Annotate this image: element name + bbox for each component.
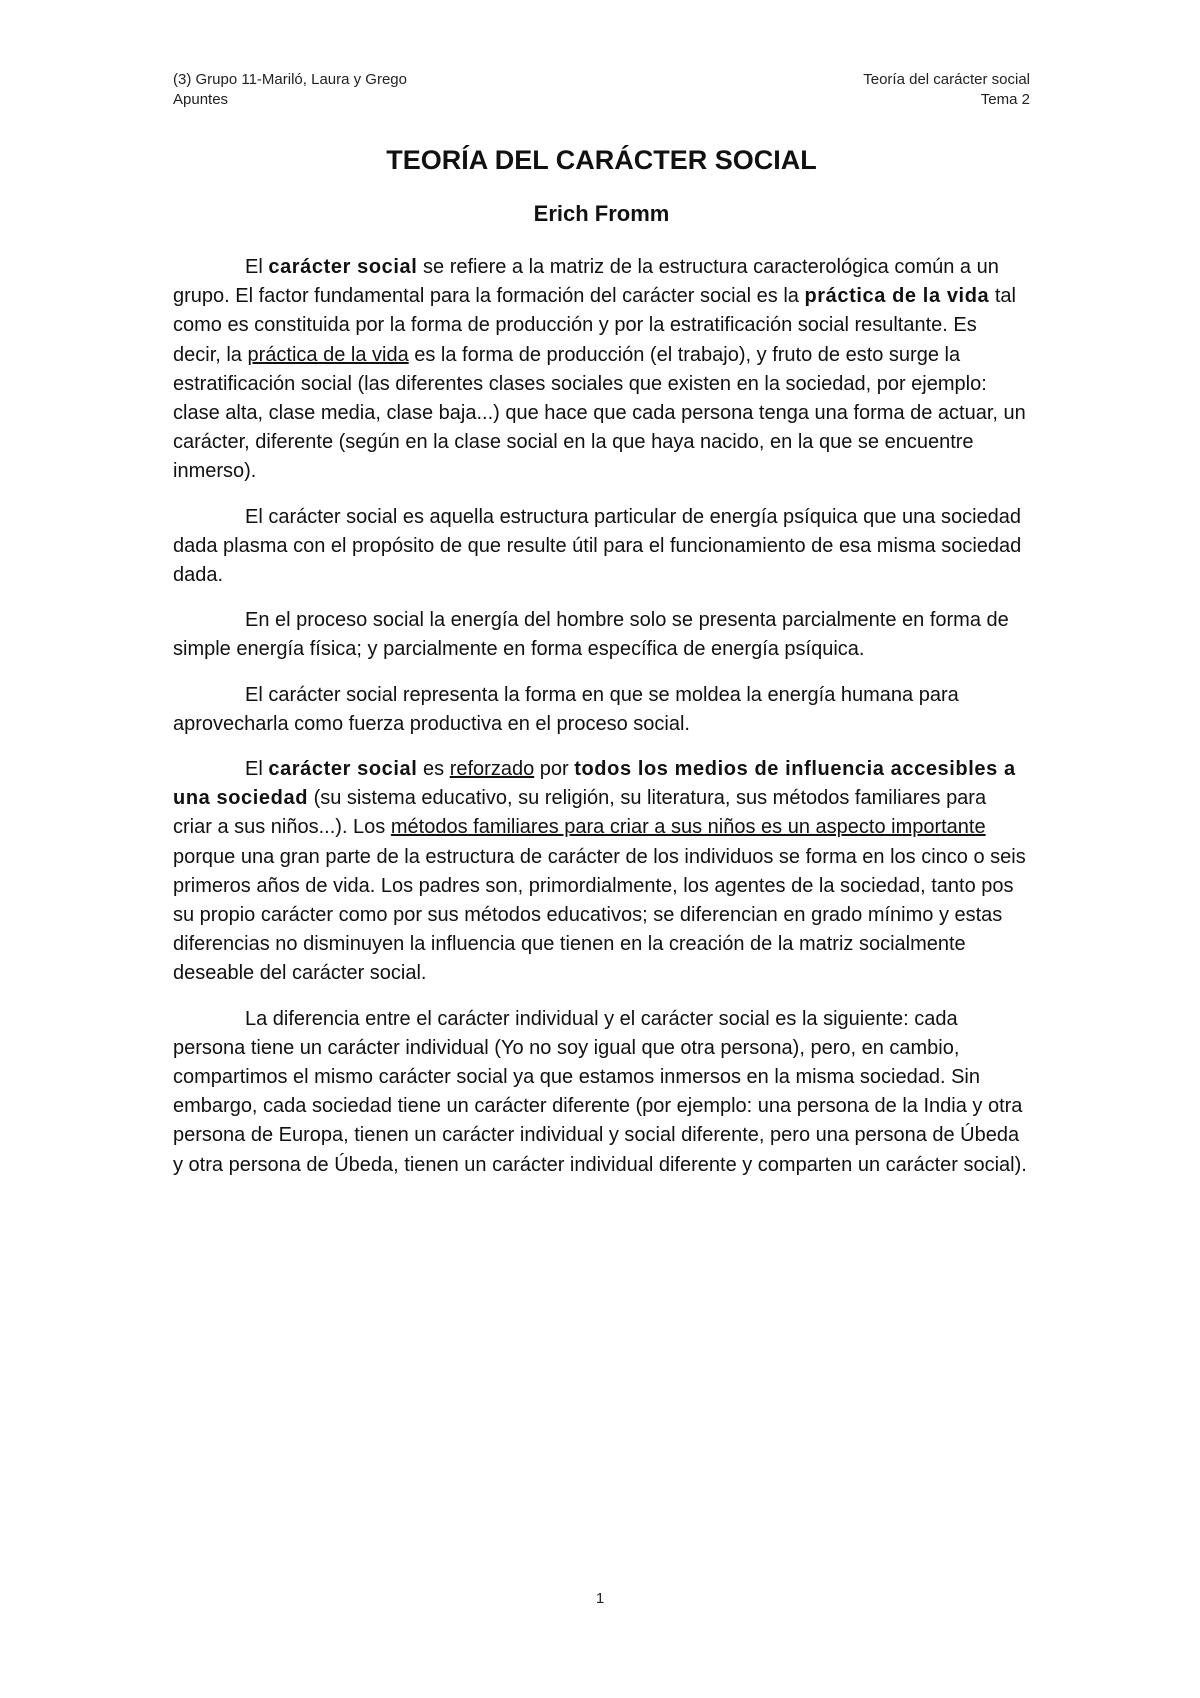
paragraph-5 bbox=[173, 755, 1030, 989]
document-author: Erich Fromm bbox=[533, 201, 670, 226]
bold-term: carácter social bbox=[268, 256, 418, 278]
text-run: tal como es constituida por la forma de producción y por la estratificación social resultante. Es decir, la bbox=[173, 285, 1016, 366]
header-type-label: Apuntes bbox=[173, 91, 229, 108]
paragraph-1 bbox=[173, 253, 1030, 487]
text-run: (su sistema educativo, su religión, su literatura, sus métodos familiares para criar a sus niños...). Los bbox=[173, 787, 987, 839]
header-topic-label: Teoría del carácter social bbox=[863, 71, 1030, 88]
header-row-1 bbox=[173, 70, 1030, 90]
page-header bbox=[173, 70, 1030, 110]
paragraph-4: El carácter social representa la forma en que se moldea la energía humana para aprovecharla como fuerza productiva en el proceso social. bbox=[173, 683, 959, 735]
document-body bbox=[173, 253, 1030, 1196]
bold-term: todos los medios de influencia accesibles a una sociedad bbox=[173, 758, 1016, 810]
text-run: El bbox=[245, 758, 269, 781]
text-run: por bbox=[534, 758, 575, 781]
header-group-label: (3) Grupo 11-Mariló, Laura y Grego bbox=[173, 71, 407, 88]
header-row-2 bbox=[173, 90, 1030, 110]
text-run: porque una gran parte de la estructura de carácter de los individuos se forma en los cinco o seis primeros años de vida. Los padres son, primordialmente, los agentes de la sociedad, tanto pos su propio carácter como por sus métodos educativos; se diferencian en grado mínimo y estas diferencias no disminuyen la influencia que tienen en la creación de la matriz socialmente deseable del carácter social. bbox=[173, 845, 1026, 985]
text-run: es la forma de producción (el trabajo), y fruto de esto surge la estratificación social (las diferentes clases sociales que existen en la sociedad, por ejemplo: clase alta, clase media, clase baja...) que hace que cada persona tenga una forma de actuar, un carácter, diferente (según en la clase social en la que haya nacido, en la que se encuentre inmerso). bbox=[173, 343, 1026, 483]
header-unit-label: Tema 2 bbox=[980, 91, 1030, 108]
paragraph-3: En el proceso social la energía del hombre solo se presenta parcialmente en forma de simple energía física; y parcialmente en forma específica de energía psíquica. bbox=[173, 609, 1009, 661]
underlined-term: reforzado bbox=[449, 758, 535, 781]
underlined-term: práctica de la vida bbox=[247, 343, 409, 366]
underlined-term: métodos familiares para criar a sus niños es un aspecto importante bbox=[390, 816, 986, 839]
document-title: TEORÍA DEL CARÁCTER SOCIAL bbox=[386, 145, 817, 175]
paragraph-6: La diferencia entre el carácter individual y el carácter social es la siguiente: cada persona tiene un carácter individual (Yo no soy igual que otra persona), pero, en cambio, compartimos el mismo carácter social ya que estamos inmersos en la misma sociedad. Sin embargo, cada sociedad tiene un carácter diferente (por ejemplo: una persona de la India y otra persona de Europa, tienen un carácter individual y social diferente, pero una persona de Úbeda y otra persona de Úbeda, tienen un carácter individual diferente y comparten un carácter social). bbox=[173, 1007, 1027, 1176]
bold-term: práctica de la vida bbox=[804, 285, 990, 308]
text-run: es bbox=[417, 758, 450, 781]
text-run: El bbox=[245, 256, 269, 278]
bold-term: carácter social bbox=[268, 758, 418, 781]
page-footer bbox=[0, 1590, 1200, 1607]
text-run: se refiere a la matriz de la estructura caracterológica común a un grupo. El factor fundamental para la formación del carácter social es la bbox=[173, 256, 999, 308]
paragraph-2: El carácter social es aquella estructura particular de energía psíquica que una sociedad dada plasma con el propósito de que resulte útil para el funcionamiento de esa misma sociedad dada. bbox=[173, 505, 1022, 587]
page-number: 1 bbox=[595, 1590, 605, 1607]
